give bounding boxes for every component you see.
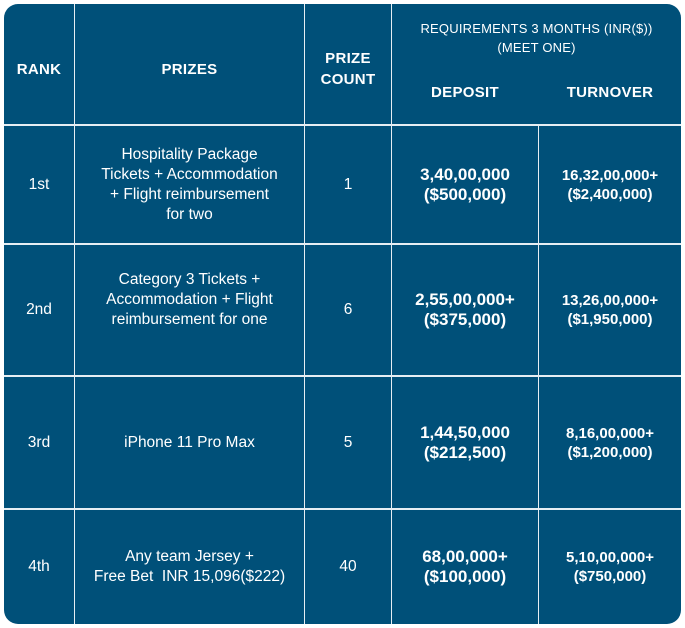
count-value: 40 [339,558,357,575]
turnover-inr: 16,32,00,000+ [561,166,659,184]
prize-line: for two [166,205,213,223]
deposit-usd: ($500,000) [423,184,507,204]
prize-line: iPhone 11 Pro Max [124,433,255,451]
prize-line: + Flight reimbursement [110,185,269,203]
deposit-cell [392,377,538,508]
turnover-usd: ($750,000) [573,568,647,585]
count-cell [305,245,391,375]
prize-line: Free Bet INR 15,096($222) [93,568,286,585]
count-cell [305,510,391,624]
turnover-usd: ($1,950,000) [567,311,653,328]
rank-value: 3rd [27,433,51,451]
turnover-usd: ($1,200,000) [567,443,653,461]
count-cell [305,126,391,243]
prize-cell [75,245,304,355]
deposit-cell [392,510,538,624]
prize-table [4,4,681,624]
rank-value: 2nd [26,301,52,318]
header-prize-count-line1: PRIZE [325,50,371,67]
prize-cell [75,377,304,508]
turnover-usd: ($2,400,000) [567,185,653,203]
count-value: 6 [343,301,353,318]
count-value: 5 [343,433,353,451]
turnover-inr: 13,26,00,000+ [561,292,659,309]
prize-line: Category 3 Tickets + [118,271,261,288]
prize-line: Any team Jersey + [125,548,254,565]
deposit-inr: 2,55,00,000+ [415,290,515,309]
rank-cell [4,245,74,375]
deposit-usd: ($375,000) [423,310,507,329]
deposit-cell [392,126,538,243]
header-turnover [539,80,681,104]
count-value: 1 [343,175,353,193]
header-rank-label: RANK [16,60,62,78]
header-prize-count-line2: COUNT [320,71,376,88]
prize-line: Hospitality Package [121,145,258,163]
prize-cell [75,510,304,624]
count-cell [305,377,391,508]
deposit-inr: 3,40,00,000 [420,164,510,184]
turnover-cell [539,377,681,508]
header-requirements-line2: (MEET ONE) [497,40,576,55]
header-requirements [392,18,681,58]
deposit-cell [392,245,538,375]
deposit-inr: 68,00,000+ [422,547,508,566]
header-deposit-label: DEPOSIT [431,83,499,101]
turnover-cell [539,126,681,243]
rank-cell [4,377,74,508]
prize-line: Tickets + Accommodation [101,165,278,183]
header-requirements-line1: REQUIREMENTS 3 MONTHS (INR($)) [420,21,653,36]
rank-cell [4,510,74,624]
header-deposit [392,80,538,104]
rank-cell [4,126,74,243]
header-rank [4,4,74,134]
deposit-usd: ($212,500) [423,442,507,462]
header-prizes-label: PRIZES [161,60,218,78]
turnover-cell [539,245,681,375]
header-prizes [75,4,304,134]
deposit-usd: ($100,000) [423,567,507,586]
rank-value: 4th [28,558,50,575]
turnover-inr: 5,10,00,000+ [565,549,654,566]
prize-cell [75,126,304,243]
turnover-inr: 8,16,00,000+ [565,424,654,442]
prize-line: Accommodation + Flight [106,291,273,308]
rank-value: 1st [28,175,50,193]
turnover-cell [539,510,681,624]
deposit-inr: 1,44,50,000 [420,422,510,442]
header-turnover-label: TURNOVER [566,83,654,101]
prize-line: reimbursement for one [111,311,268,328]
header-prize-count [305,4,391,134]
